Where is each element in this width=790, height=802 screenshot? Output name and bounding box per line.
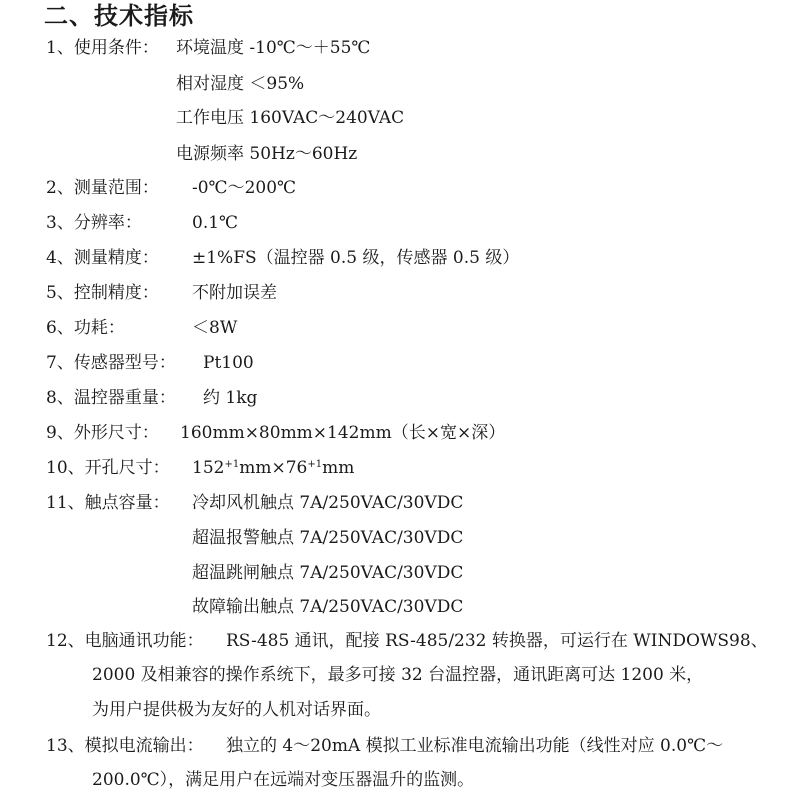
- item-11-label: 11、触点容量：: [46, 493, 170, 513]
- item-8-value: 约 1kg: [203, 388, 258, 408]
- item-3-value: 0.1℃: [192, 213, 239, 233]
- item-6-label: 6、功耗：: [46, 318, 125, 338]
- item-12-line-1: RS-485 通讯，配接 RS-485/232 转换器，可运行在 WINDOWS98、: [226, 631, 768, 651]
- item-3-label: 3、分辨率：: [46, 213, 142, 233]
- item-12-line-3: 为用户提供极为友好的人机对话界面。: [92, 700, 381, 720]
- item-7-label: 7、传感器型号：: [46, 353, 176, 373]
- cutout-mid: mm×76: [239, 458, 308, 478]
- item-1-line-4: 电源频率 50Hz～60Hz: [176, 144, 358, 164]
- item-2-value: -0℃～200℃: [192, 178, 297, 198]
- item-9-value: 160mm×80mm×142mm（长×宽×深）: [180, 423, 506, 443]
- item-1-line-3: 工作电压 160VAC～240VAC: [176, 108, 405, 128]
- item-12-label: 12、电脑通讯功能：: [46, 631, 204, 651]
- item-1-line-1: 环境温度 -10℃～＋55℃: [176, 38, 371, 58]
- item-13-line-1: 独立的 4～20mA 模拟工业标准电流输出功能（线性对应 0.0℃～: [226, 736, 724, 756]
- item-11-line-3: 超温跳闸触点 7A/250VAC/30VDC: [192, 563, 464, 583]
- item-1-label: 1、使用条件：: [46, 38, 159, 58]
- cutout-width: 152: [192, 458, 225, 478]
- item-4-label: 4、测量精度：: [46, 248, 159, 268]
- item-13-label: 13、模拟电流输出：: [46, 736, 204, 756]
- cutout-unit: mm: [322, 458, 355, 478]
- item-12-line-2: 2000 及相兼容的操作系统下，最多可接 32 台温控器，通讯距离可达 1200 米，: [92, 665, 704, 685]
- item-10-value: [192, 457, 354, 479]
- item-11-line-2: 超温报警触点 7A/250VAC/30VDC: [192, 528, 464, 548]
- item-4-value: ±1%FS（温控器 0.5 级，传感器 0.5 级）: [192, 248, 520, 268]
- item-9-label: 9、外形尺寸：: [46, 423, 159, 443]
- item-8-label: 8、温控器重量：: [46, 388, 176, 408]
- item-11-line-4: 故障输出触点 7A/250VAC/30VDC: [192, 597, 464, 617]
- item-6-value: ＜8W: [192, 318, 238, 338]
- item-5-value: 不附加误差: [192, 283, 277, 303]
- item-13-line-2: 200.0℃），满足用户在远端对变压器温升的监测。: [92, 770, 475, 790]
- item-11-line-1: 冷却风机触点 7A/250VAC/30VDC: [192, 493, 464, 513]
- item-1-line-2: 相对湿度 ＜95%: [176, 74, 305, 94]
- cutout-height-tolerance: +1: [307, 459, 323, 470]
- cutout-width-tolerance: +1: [224, 459, 240, 470]
- item-2-label: 2、测量范围：: [46, 178, 159, 198]
- item-7-value: Pt100: [203, 353, 254, 373]
- item-10-label: 10、开孔尺寸：: [46, 458, 170, 478]
- item-5-label: 5、控制精度：: [46, 283, 159, 303]
- section-title: 二、技术指标: [44, 2, 194, 30]
